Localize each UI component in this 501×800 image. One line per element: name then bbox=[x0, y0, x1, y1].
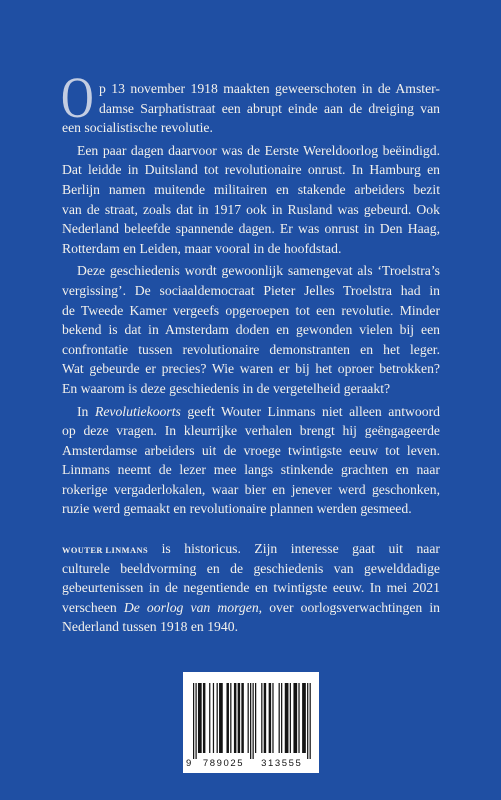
barcode-bar bbox=[302, 683, 306, 753]
barcode-bar bbox=[255, 683, 256, 753]
blurb-p2-line-2: Dat leidde in Duitsland tot revolutionaire onrust. In Hamburg en bbox=[62, 162, 440, 178]
bio-line-4-end: , over oorlogsverwachtingen in bbox=[258, 599, 440, 615]
previous-book-title-italic: De oorlog van morgen bbox=[123, 599, 259, 615]
blurb-p1-line-1: p 13 november 1918 maakten geweerschoten in de Amster- bbox=[99, 81, 440, 96]
blurb-p2-line-6: Rotterdam en Leiden, maar vooral in de hoofdstad. bbox=[62, 240, 342, 256]
blurb-p2-line-5: Nederland beleefde spannende dagen. Er was onrust in Den Haag, bbox=[62, 221, 440, 237]
blurb-p3-line-5: confrontatie tussen revolutionaire demonstranten en het leger. bbox=[62, 341, 440, 357]
blurb-p2-line-4: van de straat, zoals dat in 1917 ook in Rusland was gebeurd. Ook bbox=[62, 201, 440, 217]
barcode-bar bbox=[234, 683, 236, 753]
barcode-bar bbox=[290, 683, 291, 753]
blurb-p1-line-3: een socialistische revolutie. bbox=[62, 120, 213, 136]
isbn-barcode bbox=[183, 672, 319, 773]
blurb-p3-line-7: En waarom is deze geschiedenis in de vergetelheid geraakt? bbox=[62, 380, 391, 396]
blurb-p4-line-2: op deze vragen. In kleurrijke verhalen brengt hij geëngageerde bbox=[62, 423, 440, 439]
barcode-bar bbox=[219, 683, 223, 753]
barcode-digit-lead: 9 bbox=[186, 758, 192, 769]
blurb-p4-line-6: ruzie werd gemaakt en revolutionaire plannen werden gesmeed. bbox=[62, 501, 412, 517]
bio-line-4 bbox=[62, 598, 440, 618]
blurb-paragraph-4 bbox=[62, 402, 440, 520]
blurb-paragraph-3 bbox=[62, 261, 440, 398]
barcode-bar bbox=[238, 683, 240, 753]
blurb-p2-line-1: Een paar dagen daarvoor was de Eerste Wereldoorlog beëindigd. bbox=[77, 142, 440, 158]
barcode-bar bbox=[293, 683, 297, 753]
blurb-p3-line-1: Deze geschiedenis wordt gewoonlijk samengevat als ‘Troelstra’s bbox=[77, 263, 440, 279]
barcode-digits-right: 313555 bbox=[261, 758, 303, 769]
bio-line-5: Nederland tussen 1918 en 1940. bbox=[62, 619, 238, 635]
blurb-p3-line-2: vergissing’. De sociaaldemocraat Pieter Jelles Troelstra had in bbox=[62, 282, 440, 298]
barcode-bar bbox=[217, 683, 218, 753]
barcode-bar bbox=[203, 683, 205, 753]
barcode-guard-bar bbox=[195, 683, 196, 759]
barcode-bar bbox=[198, 683, 202, 753]
bio-line-1-rest: is historicus. Zijn interesse gaat uit naar bbox=[161, 541, 440, 556]
barcode-bar bbox=[272, 683, 273, 753]
barcode-bar bbox=[261, 683, 262, 753]
barcode-guard-bar bbox=[253, 683, 254, 759]
barcode-bar bbox=[269, 683, 271, 753]
blurb-p4-line-5: rokerige vergaderlokalen, waar bier en jenever werd geschonken, bbox=[62, 481, 440, 497]
barcode-guard-bar bbox=[250, 683, 251, 759]
blurb-p2-line-3: Berlijn namen muitende militairen en stakende arbeiders bezit bbox=[62, 181, 440, 197]
bio-line-1 bbox=[62, 539, 440, 559]
blurb-paragraph-1 bbox=[62, 79, 440, 138]
barcode-bar bbox=[230, 683, 231, 753]
barcode-bar bbox=[226, 683, 228, 753]
blurb-p4-line-3: Amsterdamse arbeiders uit de vroege twintigste eeuw tot leven. bbox=[62, 442, 440, 458]
barcode-bar bbox=[298, 683, 299, 753]
blurb-text bbox=[61, 65, 440, 519]
barcode-bar bbox=[281, 683, 282, 753]
barcode-guard-bar bbox=[307, 683, 308, 759]
barcode-bar bbox=[209, 683, 210, 753]
blurb-p3-line-4: bekend is dat in Amsterdam doden en gewonden vielen bij een bbox=[62, 322, 440, 338]
book-title-italic: Revolutiekoorts bbox=[94, 403, 181, 419]
blurb-p4-line-1-start: In bbox=[77, 403, 89, 419]
author-bio bbox=[62, 539, 440, 637]
bio-line-2: culturele beeldvorming en de geschiedenis van gewelddadige bbox=[62, 560, 440, 576]
blurb-p4-line-1 bbox=[62, 402, 440, 422]
blurb-p3-line-6: Wat gebeurde er precies? Wie waren er bij het oproer betrokken? bbox=[62, 361, 440, 377]
barcode-bar bbox=[241, 683, 243, 753]
blurb-p1-line-2: damse Sarphatistraat een abrupt einde aan de dreiging van bbox=[99, 100, 440, 116]
drop-cap: O bbox=[61, 65, 94, 131]
barcode-bar bbox=[279, 683, 280, 753]
barcode-bar bbox=[285, 683, 289, 753]
blurb-paragraph-2 bbox=[62, 141, 440, 259]
barcode-bar bbox=[248, 683, 249, 753]
barcode-guard-bar bbox=[310, 683, 311, 759]
barcode-digits-left: 789025 bbox=[202, 758, 245, 769]
bio-line-3: gebeurtenissen in de negentiende en twintigste eeuw. In mei 2021 bbox=[62, 580, 440, 596]
barcode-graphic bbox=[183, 672, 319, 773]
barcode-guard-bar bbox=[193, 683, 194, 759]
blurb-p3-line-3: de Tweede Kamer vergeefs opgeroepen tot een revolutie. Minder bbox=[62, 302, 440, 318]
blurb-p4-line-4: Linmans neemt de lezer mee langs stinkende grachten en naar bbox=[62, 462, 440, 478]
bio-line-4-start: verscheen bbox=[62, 599, 117, 615]
barcode-bars bbox=[193, 683, 311, 759]
author-name: WOUTER LINMANS bbox=[62, 546, 149, 555]
barcode-bar bbox=[213, 683, 214, 753]
blurb-p4-line-1-end: geeft Wouter Linmans niet alleen antwoord bbox=[187, 403, 440, 419]
barcode-bar bbox=[264, 683, 266, 753]
